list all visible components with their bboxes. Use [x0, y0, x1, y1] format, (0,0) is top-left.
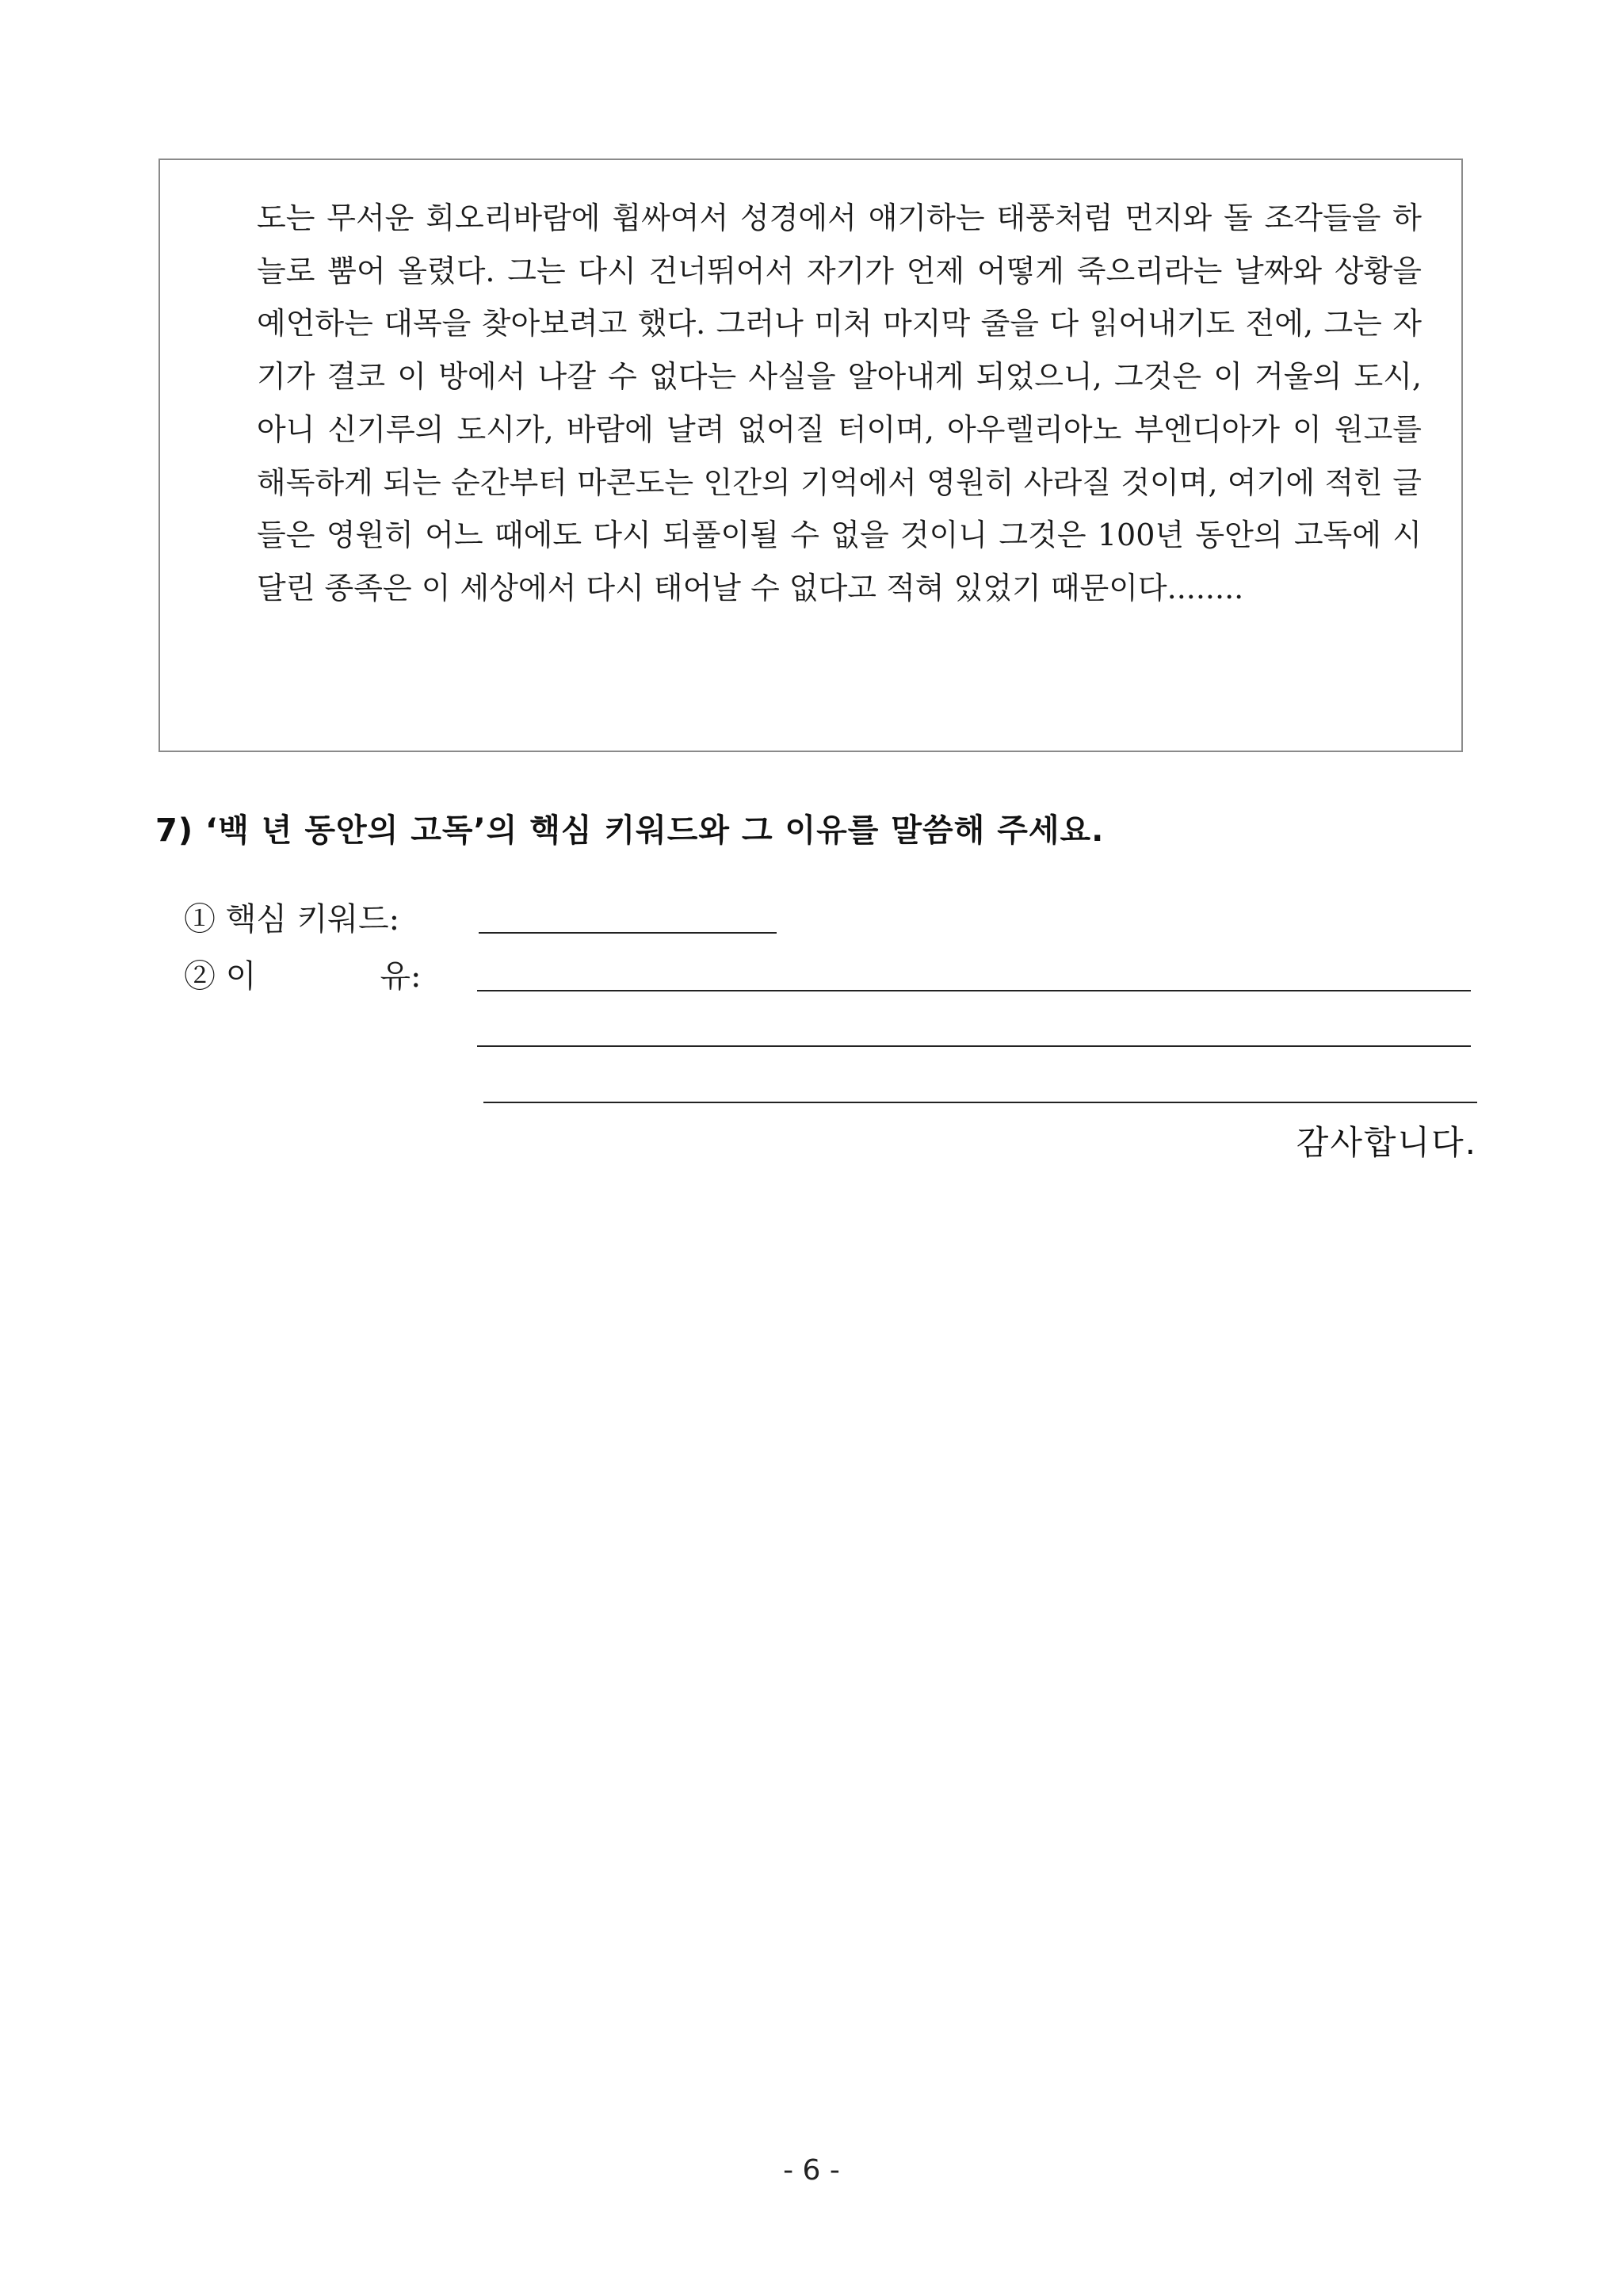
reason-answer-line-3[interactable]: [483, 1102, 1477, 1103]
passage-text: 도는 무서운 회오리바람에 휩싸여서 성경에서 얘기하는 태풍처럼 먼지와 돌 조각들을 하늘로 뿜어 올렸다. 그는 다시 건너뛰어서 자기가 언제 어떻게 죽으리라는 날짜와 상황을 예언하는 대목을 찾아보려고 했다. 그러나 미처 마지막 줄을 다 읽어내기도 전에, 그는 자기가 결코 이 방에서 나갈 수 없다는 사실을 알아내게 되었으니, 그것은 이 거울의 도시, 아니 신기루의 도시가, 바람에 날려 없어질 터이며, 아우렐리아노 부엔디아가 이 원고를 해독하게 되는 순간부터 마콘도는 인간의 기억에서 영원히 사라질 것이며, 여기에 적힌 글들은 영원히 어느 때에도 다시 되풀이될 수 없을 것이니 그것은 100년 동안의 고독에 시달린 종족은 이 세상에서 다시 태어날 수 없다고 적혀 있었기 때문이다........: [257, 201, 1422, 606]
keyword-answer-line[interactable]: [479, 932, 777, 934]
reason-answer-line-1[interactable]: [477, 990, 1471, 991]
question-7: 7) ‘백 년 동안의 고독’의 핵심 키워드와 그 이유를 말씀해 주세요.: [155, 812, 1105, 849]
reason-label-start: ② 이: [184, 958, 257, 995]
page-number: - 6 -: [783, 2154, 840, 2187]
reason-label: [184, 956, 421, 997]
passage-box: [158, 159, 1463, 752]
reason-label-end: 유:: [380, 958, 422, 995]
keyword-label-text: ① 핵심 키워드:: [184, 901, 400, 938]
reason-answer-line-2[interactable]: [477, 1045, 1471, 1047]
closing-thanks: 감사합니다.: [1296, 1123, 1477, 1162]
keyword-label: [184, 899, 399, 940]
